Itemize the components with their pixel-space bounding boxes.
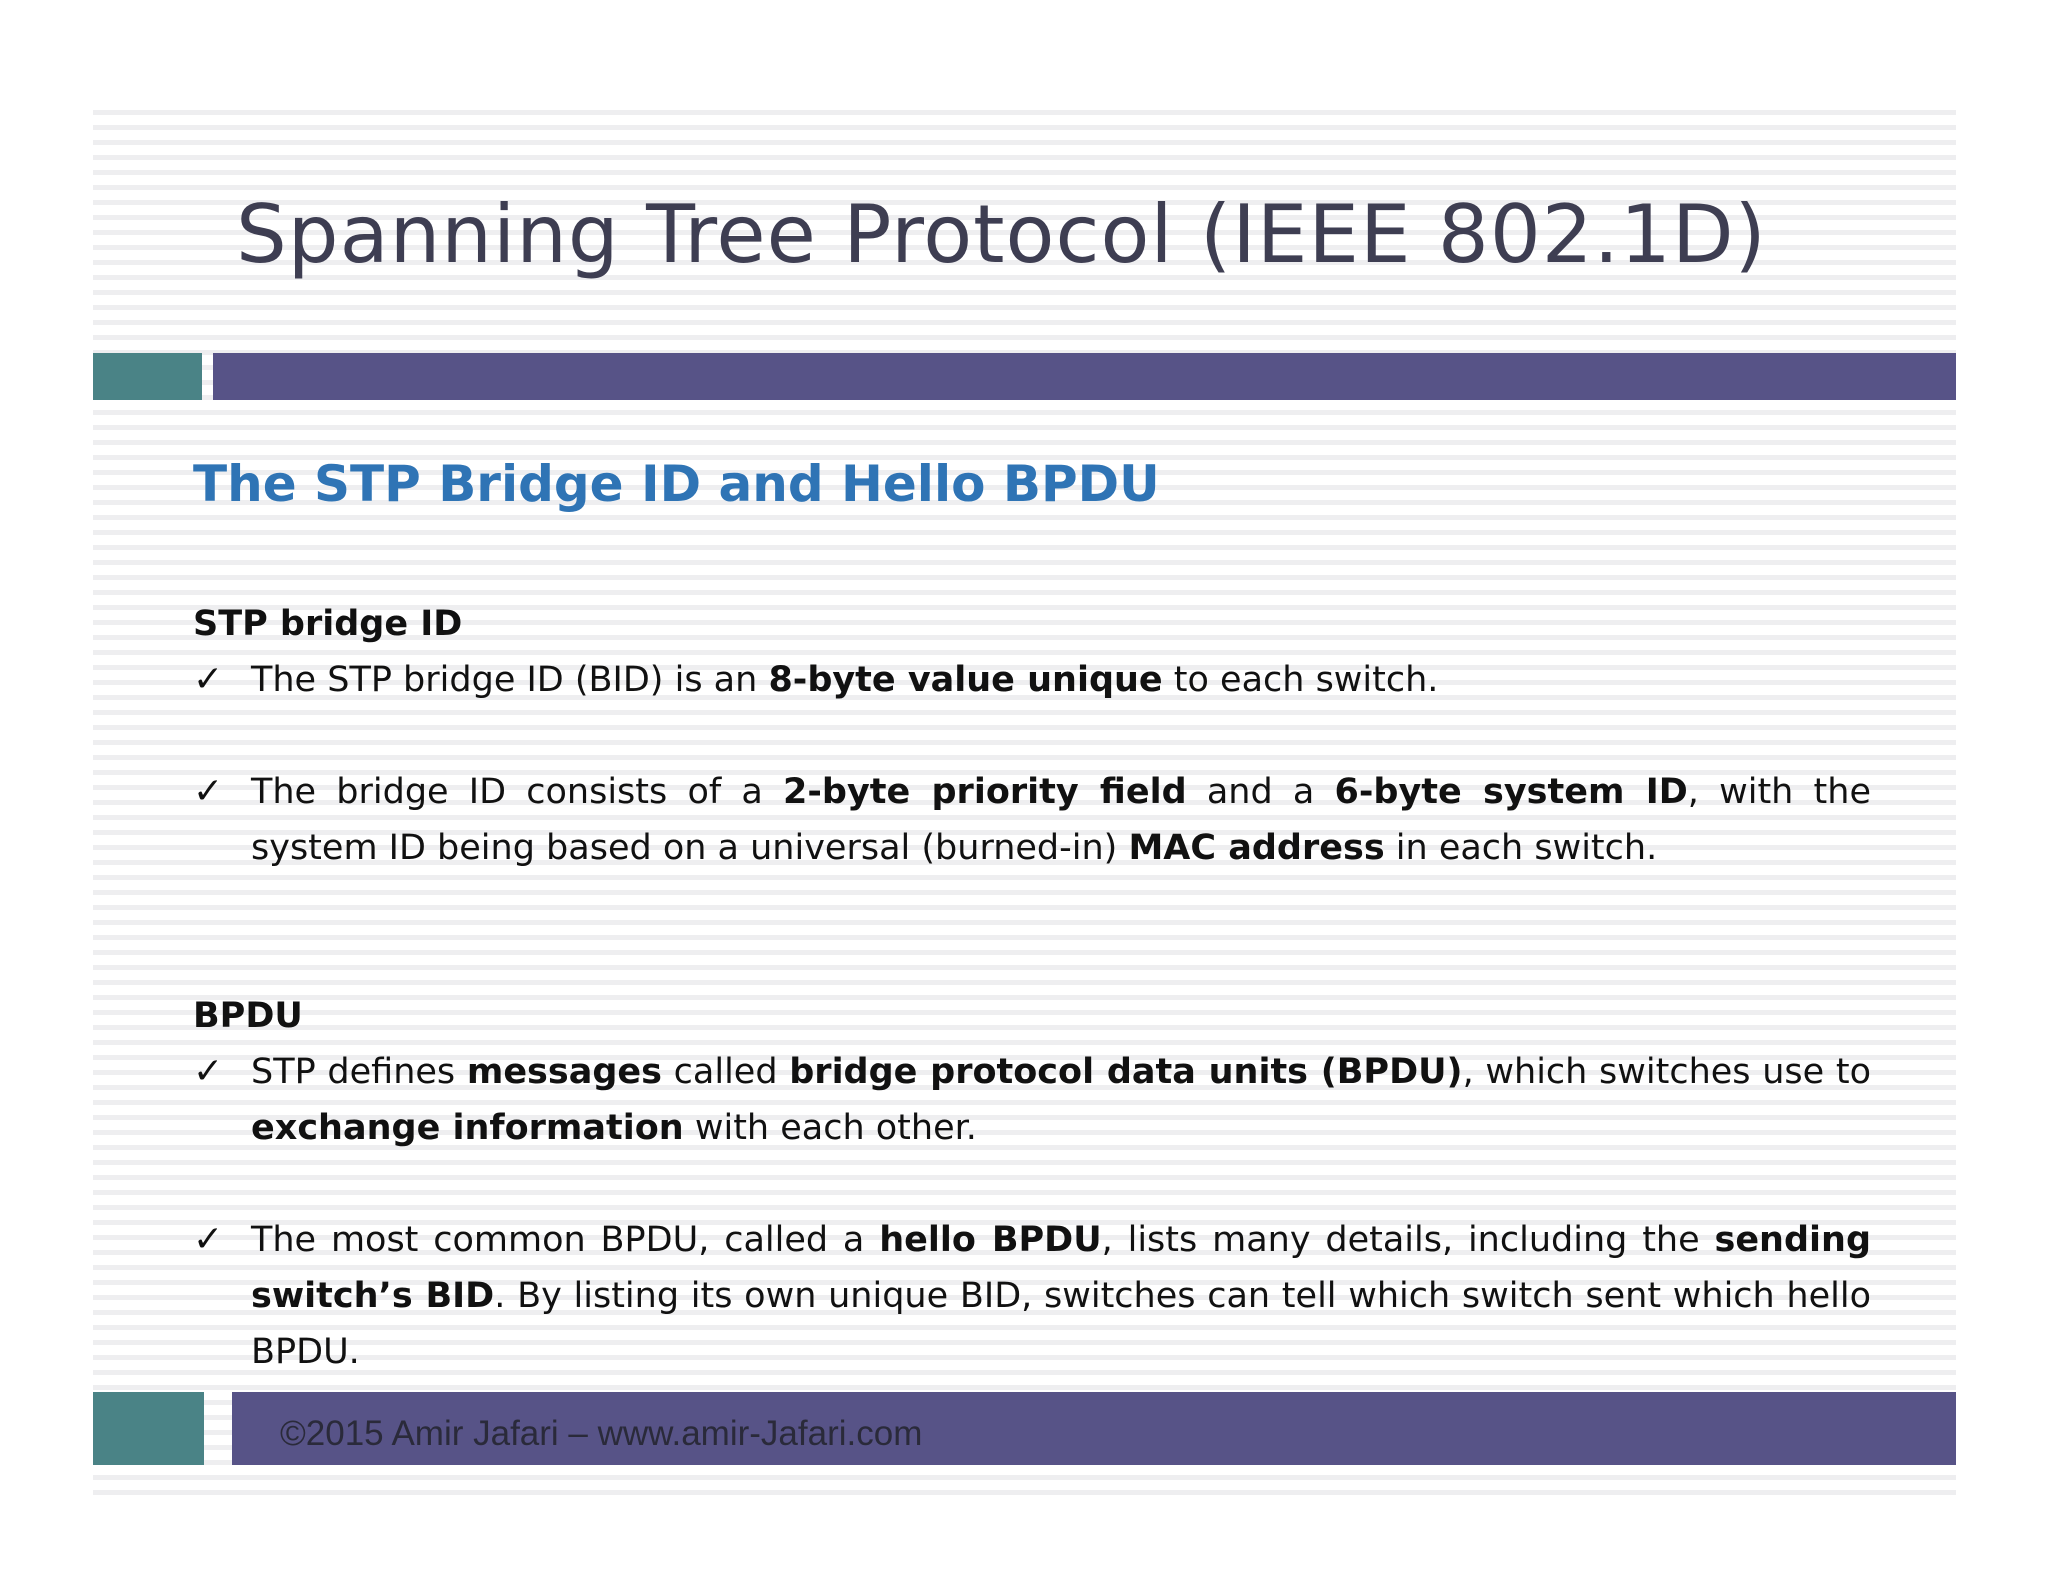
header-bar-accent	[93, 353, 202, 400]
checkmark-icon: ✓	[193, 1219, 224, 1260]
bullet-hello-bpdu: ✓ The most common BPDU, called a hello BPDU, lists many details, including the sending switch’s BID. By listing its own unique BID, switches can tell which switch sent which hello BPDU.	[193, 1212, 1871, 1380]
checkmark-icon: ✓	[193, 659, 224, 700]
bullet-bid-size: ✓ The STP bridge ID (BID) is an 8-byte value unique to each switch.	[193, 652, 1871, 708]
footer-bar-accent	[93, 1392, 204, 1465]
slide-content	[193, 596, 1871, 1380]
section-heading-bridge-id: STP bridge ID	[193, 604, 463, 644]
slide-subtitle: The STP Bridge ID and Hello BPDU	[193, 455, 1160, 513]
checkmark-icon: ✓	[193, 771, 224, 812]
bullet-bpdu-definition: ✓ STP defines messages called bridge protocol data units (BPDU), which switches use to exchange information with each other.	[193, 1044, 1871, 1156]
section-heading-bpdu: BPDU	[193, 996, 303, 1036]
footer-copyright: ©2015 Amir Jafari – www.amir-Jafari.com	[280, 1414, 923, 1453]
checkmark-icon: ✓	[193, 1051, 224, 1092]
bullet-bid-structure: ✓ The bridge ID consists of a 2-byte priority field and a 6-byte system ID, with the system ID being based on a universal (burned-in) MAC address in each switch.	[193, 764, 1871, 876]
header-bar	[213, 353, 1956, 400]
slide-title: Spanning Tree Protocol (IEEE 802.1D)	[236, 188, 1767, 281]
